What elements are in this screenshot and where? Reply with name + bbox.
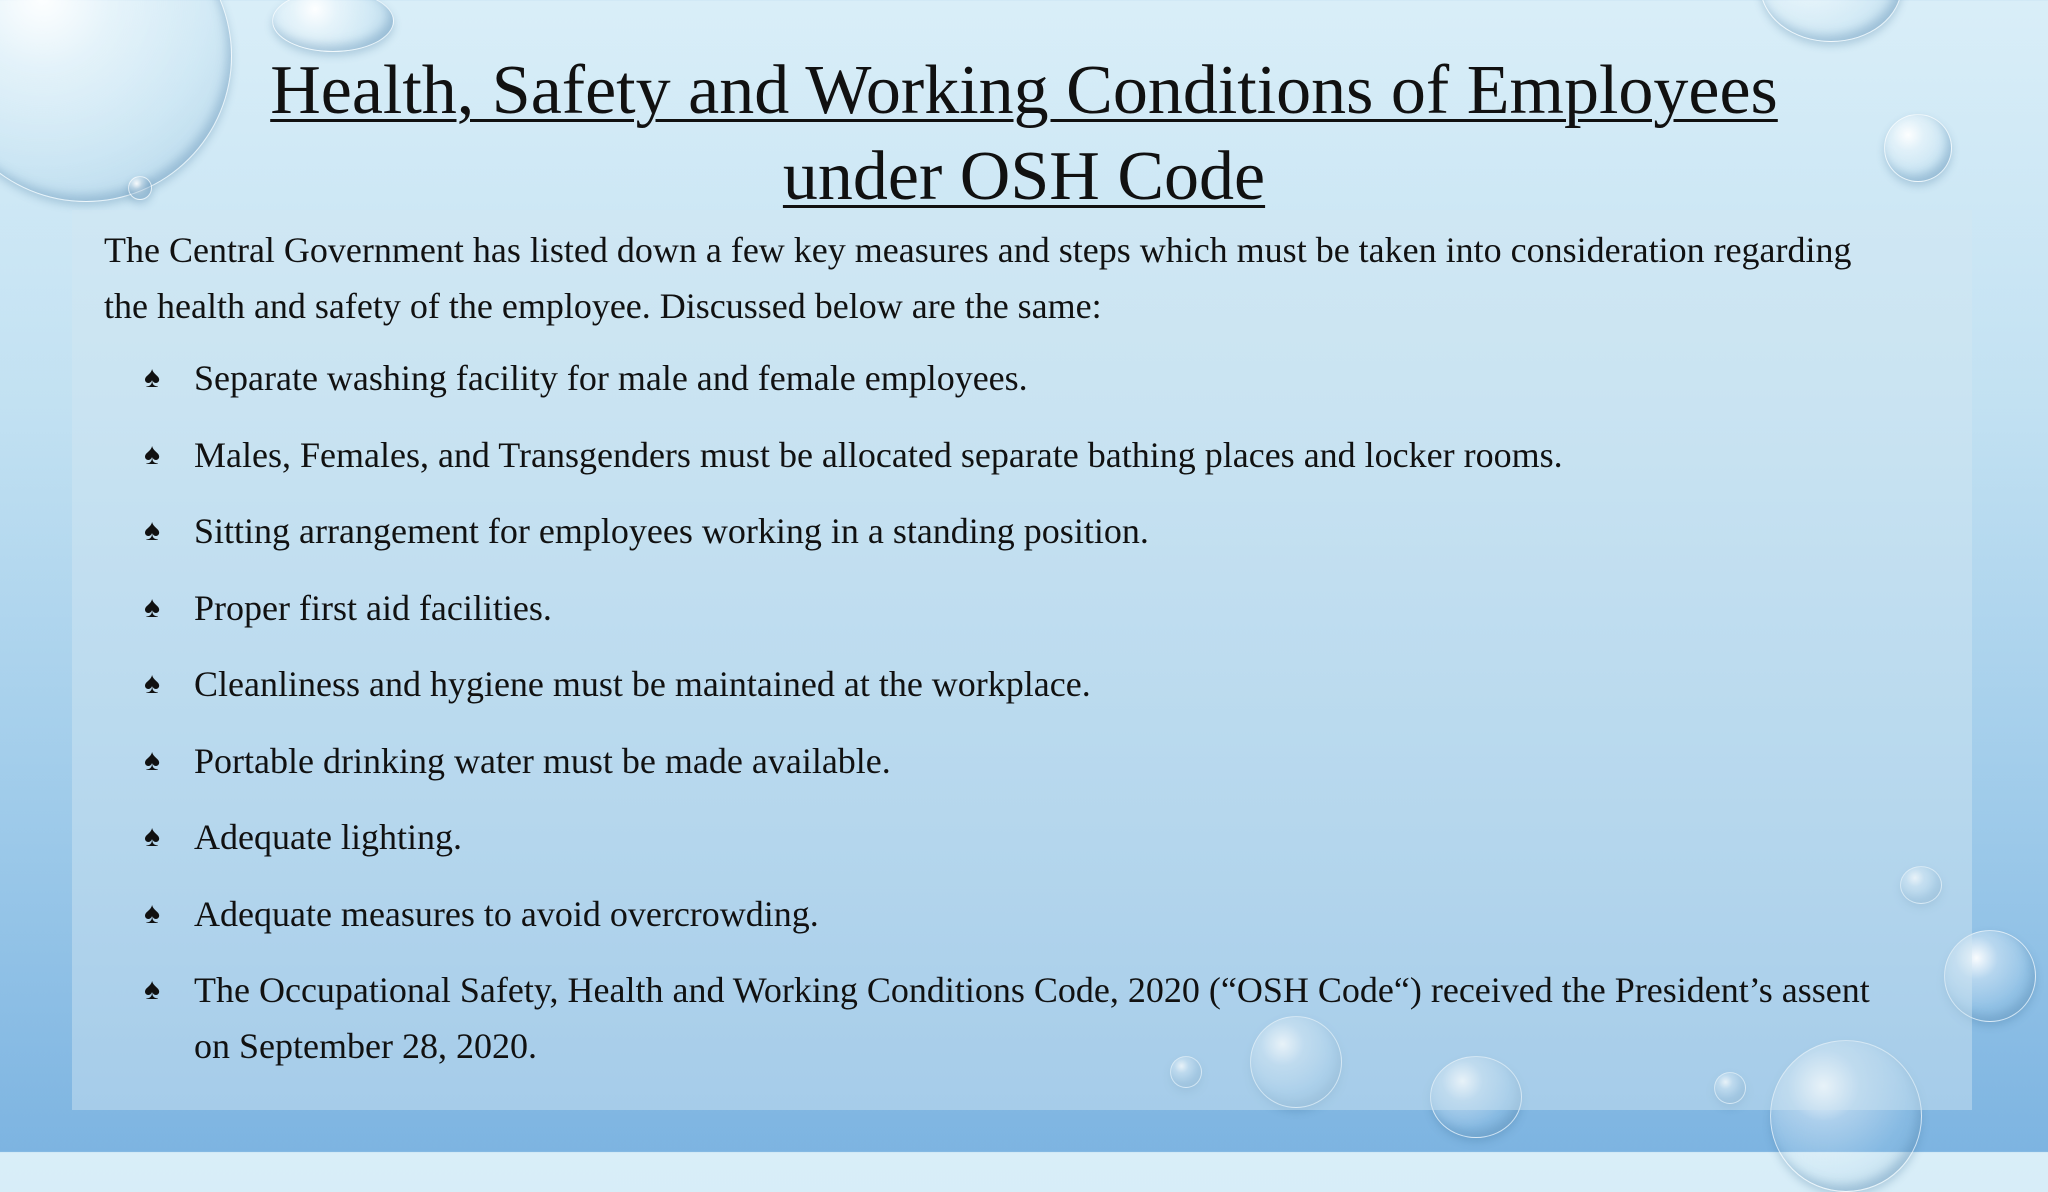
water-bubble (0, 0, 232, 202)
list-item: ♠ Adequate lighting. (144, 809, 1904, 865)
spade-bullet-icon: ♠ (144, 590, 160, 624)
list-item: ♠ Cleanliness and hygiene must be maintained at the workplace. (144, 656, 1904, 712)
measures-list (144, 350, 1904, 1095)
spade-bullet-icon: ♠ (144, 820, 160, 853)
list-item: ♠ Portable drinking water must be made available. (144, 733, 1904, 789)
spade-bullet-icon: ♠ (144, 361, 160, 394)
list-item: ♠ Proper first aid facilities. (144, 580, 1904, 636)
spade-bullet-icon: ♠ (144, 667, 160, 700)
spade-bullet-icon: ♠ (144, 896, 160, 930)
spade-bullet-icon: ♠ (144, 743, 160, 777)
water-bubble (272, 0, 394, 52)
title-line-1: Health, Safety and Working Conditions of Employees (270, 52, 1778, 129)
list-item: ♠ Adequate measures to avoid overcrowding. (144, 886, 1904, 942)
spade-bullet-icon: ♠ (144, 437, 160, 471)
list-item: ♠ The Occupational Safety, Health and Working Conditions Code, 2020 (“OSH Code“) received the President’s assent on September 28, 2020. (144, 962, 1904, 1074)
water-bubble (128, 176, 152, 200)
spade-bullet-icon: ♠ (144, 973, 160, 1006)
title-line-2: under OSH Code (782, 138, 1266, 215)
water-bubble (1760, 0, 1902, 42)
spade-bullet-icon: ♠ (144, 514, 160, 547)
slide-title (200, 48, 1848, 220)
list-item: ♠ Sitting arrangement for employees working in a standing position. (144, 503, 1904, 559)
water-bubble (1884, 114, 1952, 182)
intro-paragraph: The Central Government has listed down a few key measures and steps which must be taken into consideration regarding the health and safety of the employee. Discussed below are the same: (104, 230, 1852, 326)
list-item: ♠ Separate washing facility for male and female employees. (144, 350, 1904, 406)
list-item: ♠ Males, Females, and Transgenders must be allocated separate bathing places and locker rooms. (144, 427, 1904, 483)
